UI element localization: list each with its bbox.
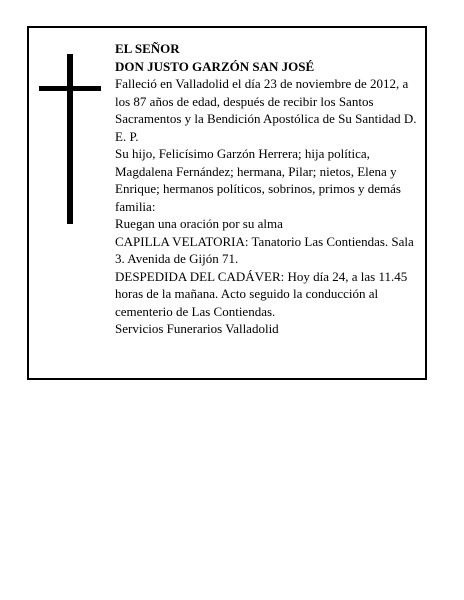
funeral-services: Servicios Funerarios Valladolid (115, 321, 279, 336)
family-members: Su hijo, Felicísimo Garzón Herrera; hija política, Magdalena Fernández; hermana, Pilar; nietos, Elena y Enrique; hermanos políticos, sobrinos, primos y demás familia: (115, 146, 405, 214)
cross-horizontal-bar (39, 86, 101, 91)
chapel-info: CAPILLA VELATORIA: Tanatorio Las Contiendas. Sala 3. Avenida de Gijón 71. (115, 233, 418, 266)
latin-cross-icon (39, 54, 101, 224)
obituary-notice (27, 26, 427, 380)
prayer-request: Ruegan una oración por su alma (115, 216, 283, 231)
death-announcement: Falleció en Valladolid el día 23 de noviembre de 2012, a los 87 años de edad, después de recibir los Santos Sacramentos y la Bendición Apostólica de Su Santidad D. E. P. (115, 76, 420, 144)
deceased-title: EL SEÑOR (115, 41, 180, 56)
notice-text (115, 40, 421, 338)
cross-vertical-bar (67, 54, 73, 224)
farewell-info: DESPEDIDA DEL CADÁVER: Hoy día 24, a las 11.45 horas de la mañana. Acto seguido la conducción al cementerio de Las Contiendas. (115, 268, 411, 319)
deceased-name: DON JUSTO GARZÓN SAN JOSÉ (115, 58, 315, 74)
